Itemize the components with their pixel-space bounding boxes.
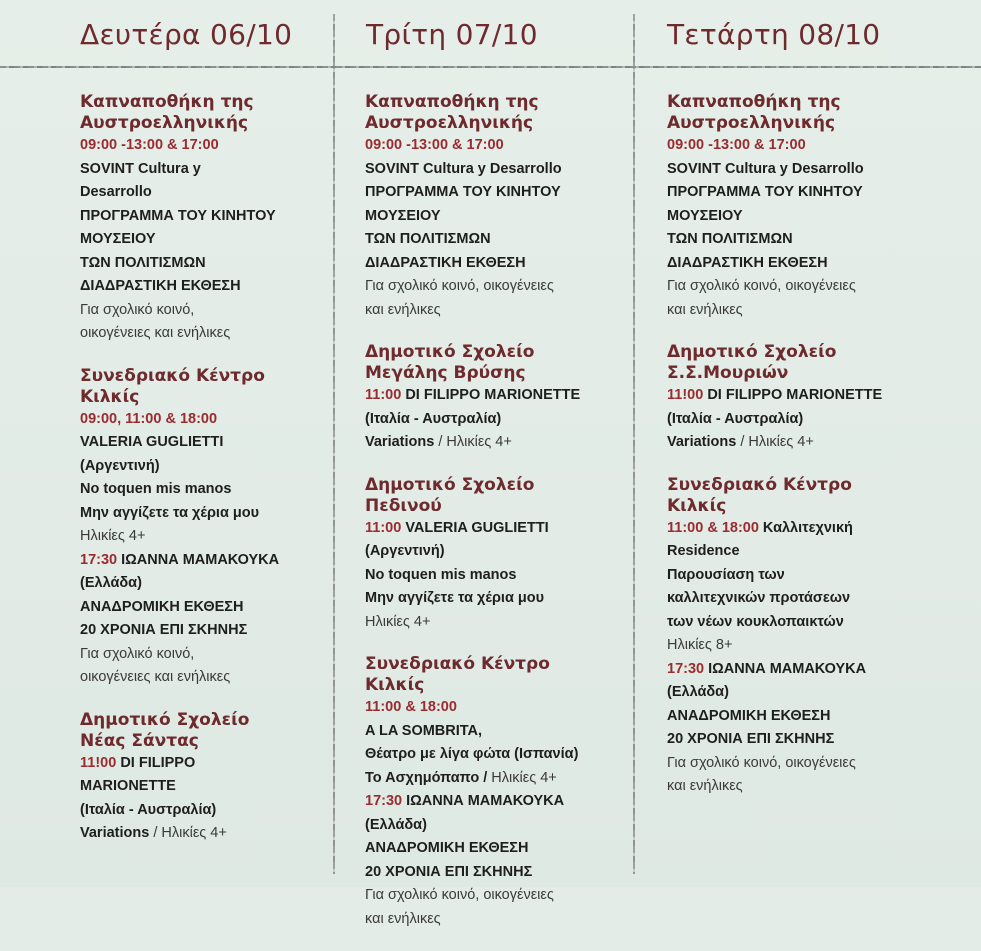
venue-name: Πεδινού — [365, 495, 442, 516]
event-note: Ηλικίες 4+ — [365, 613, 431, 630]
event-line: ΑΝΑΔΡΟΜΙΚΗ ΕΚΘΕΣΗ — [365, 840, 529, 856]
event-note: / Ηλικίες 4+ — [434, 434, 512, 450]
event-time: 11:00 — [365, 387, 402, 403]
event-line: Desarrollo — [80, 184, 152, 200]
event-block — [667, 342, 927, 455]
event-note: οικογένειες και ενήλικες — [80, 669, 231, 685]
event-line: (Ιταλία - Αυστραλία) — [80, 801, 217, 818]
event-line: ΤΩΝ ΠΟΛΙΤΙΣΜΩΝ — [365, 231, 491, 247]
event-note: και ενήλικες — [365, 910, 441, 927]
event-note: Για σχολικό κοινό, — [80, 645, 195, 662]
event-line: Μην αγγίζετε τα χέρια μου — [365, 590, 545, 606]
venue-name: Καπναποθήκη της — [667, 92, 841, 112]
event-line: (Αργεντινή) — [80, 457, 160, 474]
event-line: ΜΟΥΣΕΙΟΥ — [80, 231, 156, 247]
event-block — [365, 654, 625, 931]
event-note: Για σχολικό κοινό, οικογένειες — [365, 887, 554, 903]
event-line: Μην αγγίζετε τα χέρια μου — [80, 504, 260, 521]
event-time: 11!00 — [80, 754, 117, 771]
event-line: (Ιταλία - Αυστραλία) — [667, 410, 804, 427]
event-line: Παρουσίαση των — [667, 566, 785, 583]
event-line — [365, 767, 625, 791]
event-line — [80, 822, 320, 846]
event-title: Το Ασχημόπαπο / — [365, 769, 488, 786]
event-title: ΙΩΑΝΝΑ ΜΑΜΑΚΟΥΚΑ — [402, 793, 565, 809]
event-title: ΙΩΑΝΝΑ ΜΑΜΑΚΟΥΚΑ — [117, 551, 280, 568]
event-block — [365, 92, 625, 322]
event-line — [80, 549, 320, 573]
event-time: 11:00 & 18:00 — [365, 699, 457, 715]
header-divider — [0, 66, 981, 68]
event-title: Variations — [667, 434, 737, 450]
event-line: καλλιτεχνικών προτάσεων — [667, 590, 851, 606]
event-line: SOVINT Cultura y Desarrollo — [365, 160, 562, 177]
event-block — [80, 366, 320, 690]
event-line: ΔΙΑΔΡΑΣΤΙΚΗ ΕΚΘΕΣΗ — [80, 278, 241, 294]
event-line: (Ελλάδα) — [80, 575, 142, 591]
event-note: Για σχολικό κοινό, οικογένειες — [365, 278, 554, 294]
event-line: SOVINT Cultura y Desarrollo — [667, 160, 864, 177]
event-time: 17:30 — [667, 660, 705, 677]
event-line: ΤΩΝ ΠΟΛΙΤΙΣΜΩΝ — [80, 254, 206, 271]
event-time: 09:00, 11:00 & 18:00 — [80, 410, 218, 427]
event-line: (Ιταλία - Αυστραλία) — [365, 410, 502, 427]
event-title: DI FILIPPO MARIONETTE — [401, 387, 581, 403]
venue-name: Σ.Σ.Μουριών — [667, 363, 789, 383]
event-line: των νέων κουκλοπαικτών — [667, 613, 844, 630]
venue-name: Δημοτικό Σχολείο — [365, 474, 535, 495]
event-line: ΜΟΥΣΕΙΟΥ — [365, 207, 441, 224]
column-divider — [633, 14, 635, 874]
venue-name: Δημοτικό Σχολείο — [667, 342, 837, 362]
event-title: Καλλιτεχνική — [758, 519, 853, 536]
day-header-tuesday: Τρίτη 07/10 — [366, 18, 538, 51]
event-title: ΙΩΑΝΝΑ ΜΑΜΑΚΟΥΚΑ — [704, 660, 867, 677]
venue-name: Συνεδριακό Κέντρο — [667, 474, 852, 495]
event-time: 11!00 — [667, 387, 704, 403]
venue-name: Συνεδριακό Κέντρο — [80, 365, 265, 386]
event-title: DI FILIPPO MARIONETTE — [703, 387, 883, 403]
event-line — [365, 517, 625, 541]
venue-name: Μεγάλης Βρύσης — [365, 363, 526, 383]
event-note: Ηλικίες 8+ — [667, 637, 733, 653]
event-note: Για σχολικό κοινό, — [80, 301, 195, 318]
event-note: Για σχολικό κοινό, οικογένειες — [667, 754, 856, 771]
event-line: (Ελλάδα) — [365, 816, 427, 833]
event-title: DI FILIPPO — [116, 754, 196, 771]
event-line — [365, 790, 625, 814]
event-block — [365, 475, 625, 635]
venue-name: Αυστροελληνικής — [667, 113, 836, 133]
event-line — [365, 384, 625, 408]
event-line: (Αργεντινή) — [365, 543, 445, 559]
column-divider — [333, 14, 335, 874]
event-note: Για σχολικό κοινό, οικογένειες — [667, 278, 856, 294]
event-block — [667, 92, 927, 322]
event-line: ΔΙΑΔΡΑΣΤΙΚΗ ΕΚΘΕΣΗ — [667, 254, 828, 271]
venue-name: Δημοτικό Σχολείο — [80, 709, 250, 730]
venue-name: Συνεδριακό Κέντρο — [365, 654, 550, 674]
event-line: A LA SOMBRITA, — [365, 722, 483, 739]
venue-name: Κιλκίς — [667, 495, 727, 516]
venue-name: Αυστροελληνικής — [80, 113, 249, 133]
event-line: ΑΝΑΔΡΟΜΙΚΗ ΕΚΘΕΣΗ — [667, 707, 831, 724]
event-note: οικογένειες και ενήλικες — [80, 325, 231, 341]
event-line: 20 ΧΡΟΝΙΑ ΕΠΙ ΣΚΗΝΗΣ — [80, 622, 248, 638]
event-line: (Ελλάδα) — [667, 684, 729, 700]
event-line: ΠΡΟΓΡΑΜΜΑ ΤΟΥ ΚΙΝΗΤΟΥ — [365, 184, 561, 200]
event-time: 09:00 -13:00 & 17:00 — [667, 137, 806, 153]
event-note: και ενήλικες — [667, 778, 743, 794]
event-note: / Ηλικίες 4+ — [736, 434, 814, 450]
event-note: / Ηλικίες 4+ — [149, 825, 227, 841]
venue-name: Κιλκίς — [365, 675, 425, 695]
event-title: Variations — [80, 825, 150, 841]
day-header-monday: Δευτέρα 06/10 — [80, 18, 293, 51]
event-time: 17:30 — [365, 793, 403, 809]
event-time: 17:30 — [80, 551, 118, 568]
event-line: 20 ΧΡΟΝΙΑ ΕΠΙ ΣΚΗΝΗΣ — [365, 863, 533, 880]
venue-name: Καπναποθήκη της — [365, 92, 539, 112]
event-line: SOVINT Cultura y — [80, 160, 201, 177]
event-line — [80, 752, 320, 776]
event-title: Variations — [365, 434, 435, 450]
venue-name: Κιλκίς — [80, 386, 140, 407]
event-line: ΜΟΥΣΕΙΟΥ — [667, 207, 743, 224]
event-note: και ενήλικες — [667, 301, 743, 318]
event-line: 20 ΧΡΟΝΙΑ ΕΠΙ ΣΚΗΝΗΣ — [667, 731, 835, 747]
event-block — [80, 92, 320, 346]
day-column-tuesday — [365, 92, 625, 951]
venue-name: Καπναποθήκη της — [80, 92, 254, 112]
day-column-wednesday — [667, 92, 927, 819]
event-line: MARIONETTE — [80, 778, 176, 794]
day-column-monday — [80, 92, 320, 866]
venue-name: Δημοτικό Σχολείο — [365, 342, 535, 362]
event-time: 11:00 & 18:00 — [667, 519, 759, 536]
event-line: No toquen mis manos — [365, 566, 517, 583]
day-header-wednesday: Τετάρτη 08/10 — [667, 18, 881, 51]
event-block — [667, 475, 927, 799]
event-line: ΠΡΟΓΡΑΜΜΑ ΤΟΥ ΚΙΝΗΤΟΥ — [667, 184, 863, 200]
event-line: ΑΝΑΔΡΟΜΙΚΗ ΕΚΘΕΣΗ — [80, 598, 244, 615]
event-note: Ηλικίες 4+ — [80, 528, 146, 544]
event-line — [667, 384, 927, 408]
event-time: 11:00 — [365, 519, 402, 536]
venue-name: Αυστροελληνικής — [365, 113, 534, 133]
event-line — [365, 431, 625, 455]
event-line — [667, 517, 927, 541]
event-line: No toquen mis manos — [80, 481, 232, 497]
event-block — [365, 342, 625, 455]
event-line: ΠΡΟΓΡΑΜΜΑ ΤΟΥ ΚΙΝΗΤΟΥ — [80, 207, 276, 224]
event-time: 09:00 -13:00 & 17:00 — [80, 137, 219, 153]
event-title: VALERIA GUGLIETTI — [401, 519, 549, 536]
event-line — [667, 431, 927, 455]
venue-name: Νέας Σάντας — [80, 730, 199, 751]
event-note: και ενήλικες — [365, 301, 441, 318]
event-line: Residence — [667, 543, 740, 559]
event-block — [80, 710, 320, 846]
event-line: ΤΩΝ ΠΟΛΙΤΙΣΜΩΝ — [667, 231, 793, 247]
event-time: 09:00 -13:00 & 17:00 — [365, 137, 504, 153]
event-line: VALERIA GUGLIETTI — [80, 434, 224, 450]
event-note: Ηλικίες 4+ — [487, 769, 557, 786]
event-line: ΔΙΑΔΡΑΣΤΙΚΗ ΕΚΘΕΣΗ — [365, 254, 526, 271]
event-line: Θέατρο με λίγα φώτα (Ισπανία) — [365, 746, 579, 762]
event-line — [667, 658, 927, 682]
